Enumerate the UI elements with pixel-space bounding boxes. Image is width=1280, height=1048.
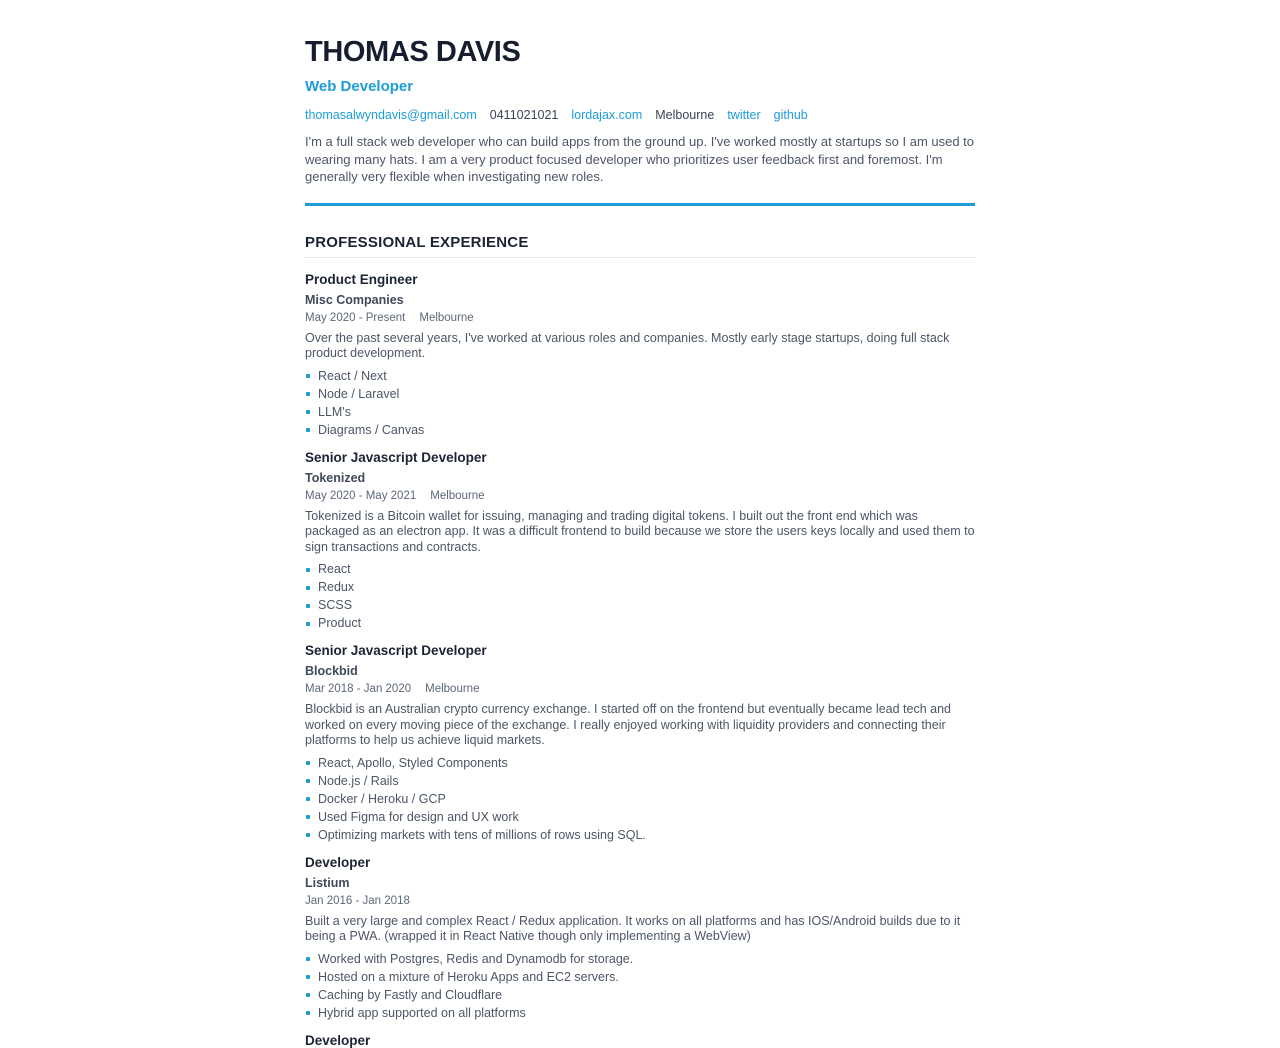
location-text: Melbourne bbox=[655, 108, 715, 122]
position-title: Product Engineer bbox=[305, 271, 418, 287]
position-title: Senior Javascript Developer bbox=[305, 643, 487, 658]
date-row bbox=[305, 895, 975, 908]
website-link[interactable]: lordajax.com bbox=[571, 108, 643, 122]
job-dates: May 2020 - Present bbox=[305, 311, 406, 324]
highlight-item: LLM's bbox=[305, 405, 975, 420]
phone-number: 0411021021 bbox=[489, 108, 559, 122]
highlight-item: React, Apollo, Styled Components bbox=[305, 756, 975, 771]
job-location: Melbourne bbox=[430, 489, 485, 502]
job-entry bbox=[305, 450, 975, 632]
job-dates: Jan 2016 - Jan 2018 bbox=[305, 894, 410, 907]
highlight-item: SCSS bbox=[305, 598, 975, 613]
position-title: Senior Javascript Developer bbox=[305, 449, 487, 465]
job-summary: Tokenized is a Bitcoin wallet for issuing, managing and trading digital tokens. I built out the front end which was packaged as an electron app. It was a difficult frontend to build because we store the users keys locally and used them to sign transactions and contracts. bbox=[305, 508, 975, 554]
highlights-list bbox=[305, 952, 975, 1021]
job-entry bbox=[305, 855, 975, 1021]
job-summary: Built a very large and complex React / Redux application. It works on all platforms and has IOS/Android builds due to it being a PWA. (wrapped it in React Native though only implementing a WebView) bbox=[305, 913, 961, 943]
date-row bbox=[305, 490, 975, 503]
highlight-item: Hybrid app supported on all platforms bbox=[305, 1006, 975, 1021]
highlight-item: Redux bbox=[305, 580, 975, 595]
company-name: Listium bbox=[305, 875, 350, 890]
email-link[interactable]: thomasalwyndavis@gmail.com bbox=[305, 108, 477, 122]
job-entry bbox=[305, 1033, 975, 1048]
highlight-item: Node / Laravel bbox=[305, 387, 975, 402]
contact-row bbox=[305, 108, 975, 122]
highlight-item: Node.js / Rails bbox=[305, 774, 975, 789]
highlight-item: Worked with Postgres, Redis and Dynamodb for storage. bbox=[305, 952, 975, 967]
job-entry bbox=[305, 272, 975, 438]
section-heading-experience: PROFESSIONAL EXPERIENCE bbox=[305, 235, 975, 258]
highlight-item: Used Figma for design and UX work bbox=[305, 810, 975, 825]
highlight-item: Caching by Fastly and Cloudflare bbox=[305, 988, 975, 1003]
page-title: THOMAS DAVIS bbox=[305, 36, 521, 68]
highlights-list bbox=[305, 562, 975, 631]
twitter-link[interactable]: twitter bbox=[727, 108, 761, 122]
company-name: Tokenized bbox=[305, 470, 366, 485]
job-dates: Mar 2018 - Jan 2020 bbox=[305, 683, 412, 695]
highlights-list bbox=[305, 369, 975, 438]
job-location: Melbourne bbox=[425, 683, 480, 695]
highlights-list bbox=[305, 756, 975, 843]
summary-text: I'm a full stack web developer who can build apps from the ground up. I've worked mostly at startups so I am used to wearing many hats. I am a very product focused developer who prioritizes user feedback first and foremost. I'm generally very flexible when investigating new roles. bbox=[305, 134, 975, 184]
job-entry bbox=[305, 643, 975, 843]
date-row bbox=[305, 312, 975, 325]
company-name: Misc Companies bbox=[305, 292, 404, 307]
github-link[interactable]: github bbox=[773, 108, 808, 122]
job-label: Web Developer bbox=[305, 78, 414, 95]
position-title: Developer bbox=[305, 854, 371, 870]
job-location: Melbourne bbox=[419, 311, 474, 324]
highlight-item: Diagrams / Canvas bbox=[305, 423, 975, 438]
highlight-item: Optimizing markets with tens of millions of rows using SQL. bbox=[305, 828, 975, 843]
position-title: Developer bbox=[305, 1032, 371, 1048]
highlight-item: Docker / Heroku / GCP bbox=[305, 792, 975, 807]
job-summary: Over the past several years, I've worked at various roles and companies. Mostly early stage startups, doing full stack product development. bbox=[305, 330, 950, 360]
company-name: Blockbid bbox=[305, 664, 358, 678]
job-dates: May 2020 - May 2021 bbox=[305, 489, 417, 502]
highlight-item: React bbox=[305, 562, 975, 577]
date-row bbox=[305, 683, 975, 696]
job-summary: Blockbid is an Australian crypto currency exchange. I started off on the frontend but eventually became lead tech and worked on every moving piece of the exchange. I really enjoyed working with liquidity providers and connecting their platforms to help us achieve liquid markets. bbox=[305, 702, 951, 747]
highlight-item: Product bbox=[305, 616, 975, 631]
highlight-item: Hosted on a mixture of Heroku Apps and EC2 servers. bbox=[305, 970, 975, 985]
resume-page bbox=[305, 0, 975, 1048]
section-divider bbox=[305, 203, 975, 206]
highlight-item: React / Next bbox=[305, 369, 975, 384]
